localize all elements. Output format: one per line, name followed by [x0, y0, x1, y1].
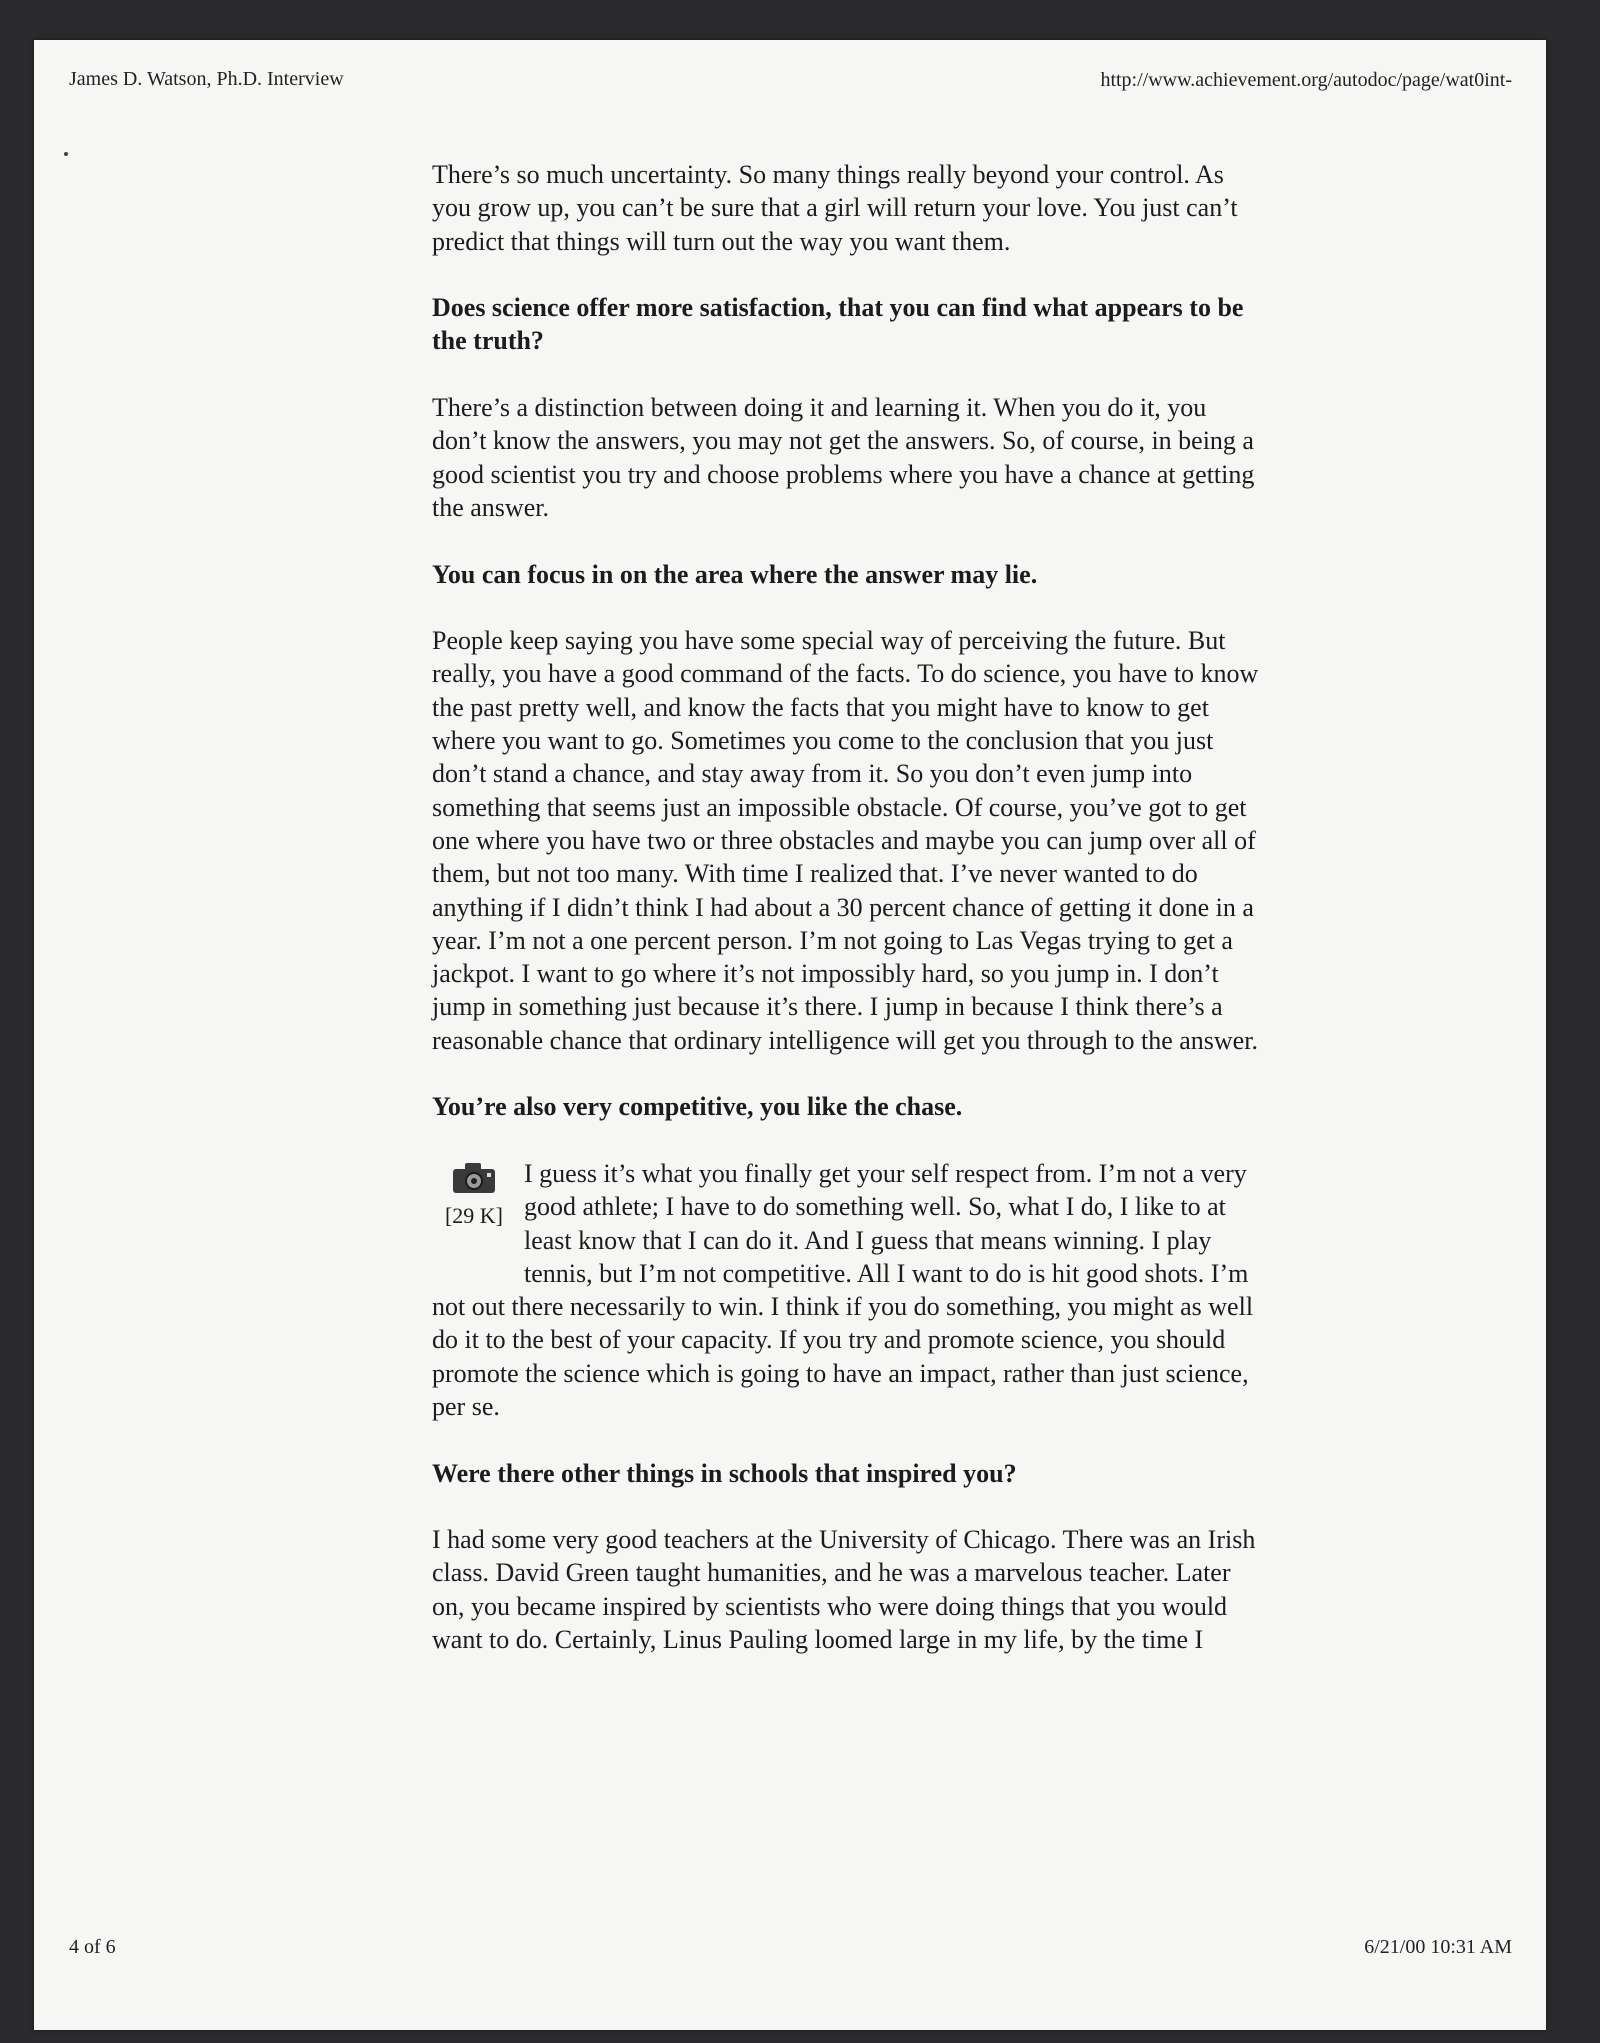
question-1: Does science offer more satisfaction, that you can find what appears to be the truth? [432, 293, 1244, 356]
answer-paragraph-3: People keep saying you have some special way of perceiving the future. But really, you have a good command of the facts. To do science, you have to know the past pretty well, and know the facts that you might have to know to get where you want to go. Sometimes you come to the conclusion that you just don’t stand a chance, and stay away from it. So you don’t even jump into something that seems just an impossible obstacle. Of course, you’ve got to get one where you have two or three obstacles and maybe you can jump over all of them, but not too many. With time I realized that. I’ve never wanted to do anything if I didn’t think I had about a 30 percent chance of getting it done in a year. I’m not a one percent person. I’m not going to Las Vegas trying to get a jackpot. I want to go where it’s not impossibly hard, so you jump in. I don’t jump in something just because it’s there. I jump in because I think there’s a reasonable chance that ordinary intelligence will get you through to the answer. [432, 626, 1259, 1055]
camera-icon [453, 1163, 495, 1193]
question-4: Were there other things in schools that inspired you? [432, 1458, 1017, 1488]
answer-paragraph-4: I guess it’s what you finally get your self respect from. I’m not a very good athlete; I have to do something well. So, what I do, I like to at least know that I can do it. And I guess that means winning. I play tennis, but I’m not competitive. All I want to do is hit good shots. I’m not out there necessarily to win. I think if you do something, you might as well do it to the best of your capacity. If you try and promote science, you should promote the science which is going to have an impact, rather than just science, per se. [432, 1158, 1254, 1421]
image-link[interactable] [424, 1157, 524, 1259]
document-page [34, 40, 1546, 2030]
question-3: You’re also very competitive, you like the chase. [432, 1092, 963, 1122]
answer-paragraph-1: There’s so much uncertainty. So many things really beyond your control. As you grow up, you can’t be sure that a girl will return your love. You just can’t predict that things will turn out the way you want them. [432, 160, 1238, 256]
print-datetime: 6/21/00 10:31 AM [1364, 1936, 1512, 1958]
answer-with-image [432, 1157, 1262, 1423]
answer-paragraph-2: There’s a distinction between doing it and learning it. When you do it, you don’t know the answers, you may not get the answers. So, of course, in being a good scientist you try and choose problems where you have a chance at getting the answer. [432, 393, 1255, 522]
page-mark [64, 152, 68, 156]
interview-content [432, 158, 1262, 1690]
image-size-label: [29 K] [444, 1202, 504, 1228]
question-2: You can focus in on the area where the answer may lie. [432, 559, 1038, 589]
header-title: James D. Watson, Ph.D. Interview [69, 68, 344, 90]
header-url: http://www.achievement.org/autodoc/page/wat0int- [1100, 69, 1512, 91]
answer-paragraph-5: I had some very good teachers at the University of Chicago. There was an Irish class. David Green taught humanities, and he was a marvelous teacher. Later on, you became inspired by scientists who were doing things that you would want to do. Certainly, Linus Pauling loomed large in my life, by the time I [432, 1525, 1256, 1655]
page-number: 4 of 6 [69, 1936, 116, 1958]
